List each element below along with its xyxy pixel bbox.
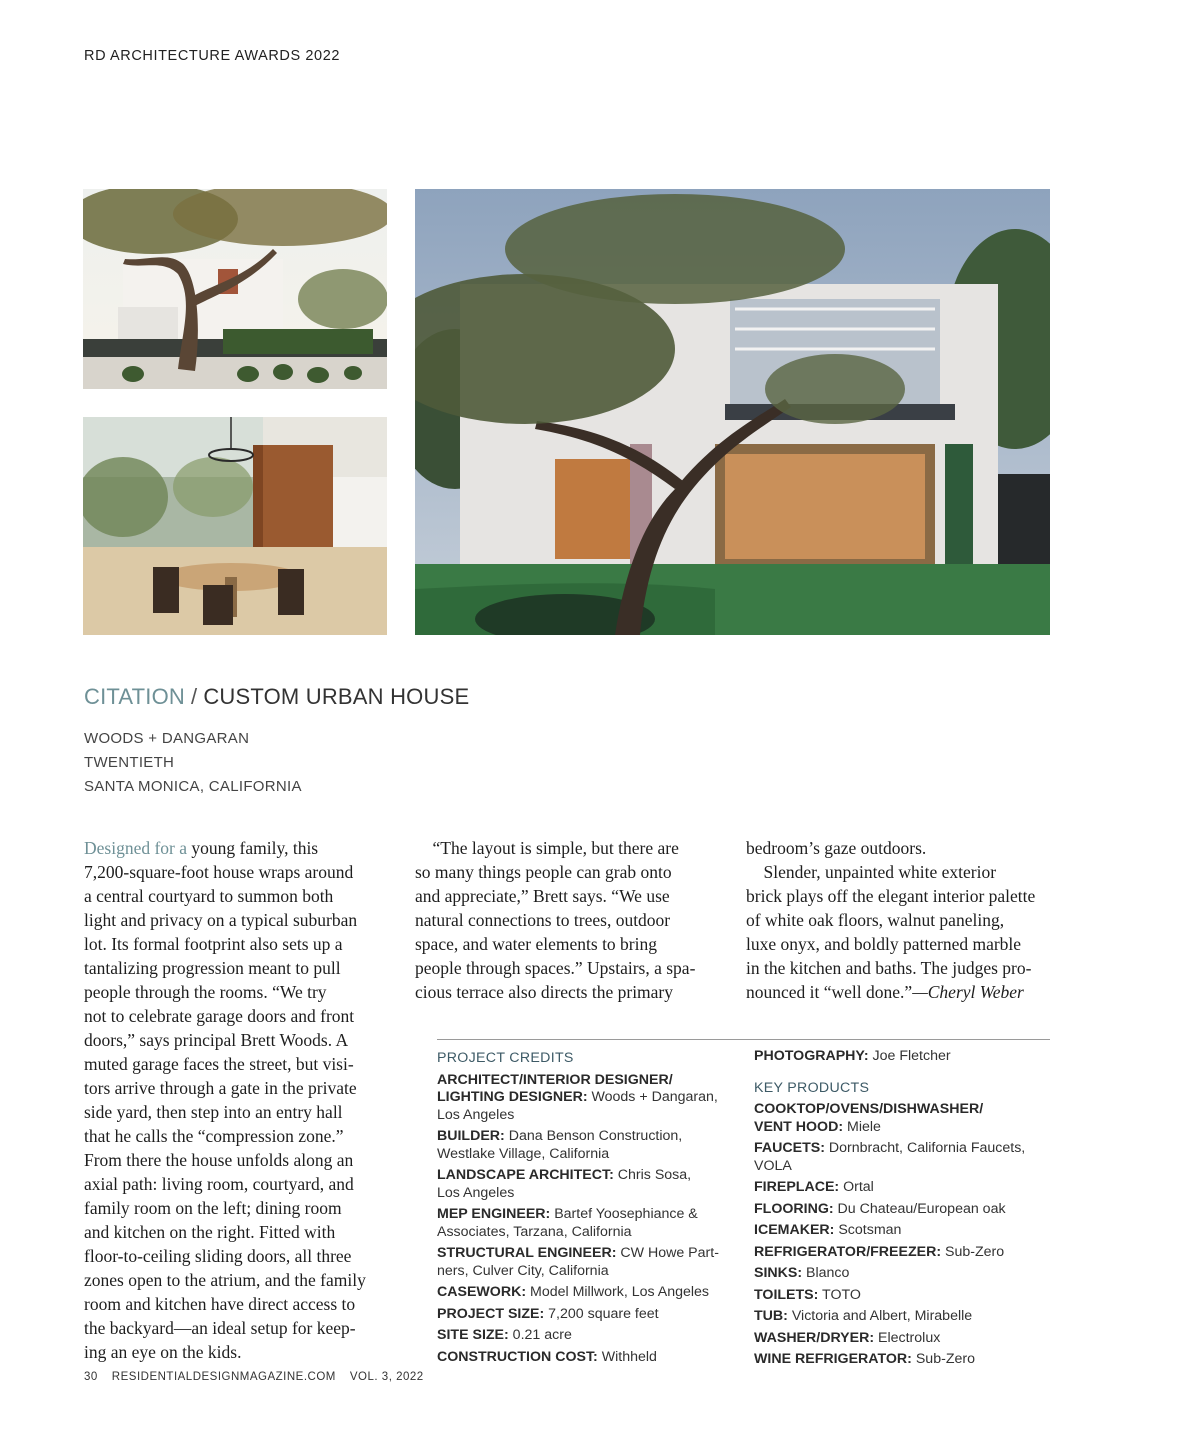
credit-value: VOLA [754,1157,792,1174]
credit-value: Joe Fletcher [868,1048,951,1064]
credit-label: WASHER/DRYER: [754,1329,875,1346]
credit-value: Dornbracht, California Faucets, [824,1140,1026,1156]
credit-item [437,1167,737,1202]
body-line: luxe onyx, and boldly patterned marble [746,934,1022,954]
body-column-2 [415,836,725,1004]
credit-item [437,1327,737,1345]
credit-label: MEP ENGINEER: [437,1206,551,1222]
credit-value: Los Angeles [437,1184,515,1201]
body-line: not to celebrate garage doors and front [84,1006,355,1026]
body-line: tantalizing progression meant to pull [84,958,341,978]
magazine-website: RESIDENTIALDESIGNMAGAZINE.COM [111,1371,336,1383]
key-products [754,1048,1054,1373]
author-byline: —Cheryl Weber [912,982,1024,1002]
credit-item [754,1222,1054,1240]
credit-item [437,1306,737,1324]
body-line: in the kitchen and baths. The judges pro- [746,958,1032,978]
body-line: light and privacy on a typical suburban [84,910,358,930]
credit-value: Chris Sosa, [613,1167,692,1183]
credit-item [754,1287,1054,1305]
credit-item [437,1072,737,1125]
credit-item [437,1245,737,1280]
project-name: TWENTIETH [84,754,175,771]
key-products-list [754,1101,1054,1369]
credit-item [754,1179,1054,1197]
credit-value: Model Millwork, Los Angeles [526,1284,710,1300]
credit-value: Victoria and Albert, Mirabelle [787,1308,973,1324]
body-line: From there the house unfolds along an [84,1150,354,1170]
body-line: tors arrive through a gate in the private [84,1078,357,1098]
credit-label: FLOORING: [754,1200,834,1217]
body-line: Slender, unpainted white exterior [746,862,997,882]
credit-value: ners, Culver City, California [437,1262,609,1279]
credit-item [754,1140,1054,1175]
credit-label: PROJECT SIZE: [437,1305,545,1322]
body-line: natural connections to trees, outdoor [415,910,671,930]
credit-value: Sub-Zero [941,1243,1005,1260]
credit-value: Withheld [597,1348,657,1365]
credit-label: TUB: [754,1308,788,1324]
body-line: room and kitchen have direct access to [84,1294,356,1314]
credit-item [437,1349,737,1367]
credit-item [437,1128,737,1163]
page-footer [84,1371,438,1383]
body-line: zones open to the atrium, and the family [84,1270,366,1290]
credit-item [754,1308,1054,1326]
body-line: the backyard—an ideal setup for keep- [84,1318,356,1338]
photo-backyard-exterior [415,189,1050,635]
photo-dining-room [83,417,387,635]
body-line: a central courtyard to summon both [84,886,334,906]
credit-value: 7,200 square feet [544,1305,659,1322]
credit-item [754,1244,1054,1262]
body-line: and appreciate,” Brett says. “We use [415,886,670,906]
body-line: ing an eye on the kids. [84,1342,242,1362]
body-line: Designed for a young family, this [84,838,319,858]
body-column-1 [84,836,394,1364]
key-products-heading: KEY PRODUCTS [754,1079,870,1096]
credit-photography [754,1048,1054,1066]
credit-item [437,1284,737,1302]
credit-label: ICEMAKER: [754,1222,835,1238]
body-line: people through the rooms. “We try [84,982,327,1002]
photo-exterior-front [83,189,387,389]
body-line: side yard, then step into an entry hall [84,1102,343,1122]
body-line: and kitchen on the right. Fitted with [84,1222,336,1242]
credit-label: PHOTOGRAPHY: [754,1048,869,1064]
award-category: CITATION [84,684,185,709]
credit-value: TOTO [818,1286,861,1303]
firm-name: WOODS + DANGARAN [84,730,250,747]
credit-value: Ortal [839,1179,874,1195]
credit-label: FIREPLACE: [754,1179,840,1195]
credit-value: Bartef Yoosephiance & [550,1206,698,1222]
credit-label: LANDSCAPE ARCHITECT: [437,1167,614,1183]
credit-item [754,1351,1054,1369]
credit-item [754,1101,1054,1136]
body-line: “The layout is simple, but there are [415,838,679,858]
credit-label: CONSTRUCTION COST: [437,1348,598,1365]
credit-label: LIGHTING DESIGNER: [437,1089,588,1105]
credit-label: SITE SIZE: [437,1327,509,1343]
credit-value: Woods + Dangaran, [587,1089,718,1105]
credit-item [754,1330,1054,1348]
project-credits [437,1048,737,1370]
body-line: so many things people can grab onto [415,862,672,882]
credit-label: TOILETS: [754,1286,819,1303]
credit-label: STRUCTURAL ENGINEER: [437,1245,617,1261]
credit-value: Sub-Zero [911,1351,975,1367]
credit-value: 0.21 acre [508,1327,572,1343]
project-credits-list [437,1072,737,1367]
title-separator: / [191,684,198,709]
credit-value: Scotsman [834,1222,902,1238]
body-line: cious terrace also directs the primary [415,982,674,1002]
credit-label: WINE REFRIGERATOR: [754,1351,912,1367]
project-location: SANTA MONICA, CALIFORNIA [84,778,302,795]
body-line: floor-to-ceiling sliding doors, all three [84,1246,352,1266]
article-title [84,684,469,710]
body-line: space, and water elements to bring [415,934,657,954]
credit-label: BUILDER: [437,1128,505,1144]
project-credits-heading: PROJECT CREDITS [437,1050,574,1066]
credit-value: Blanco [802,1265,850,1281]
body-line: family room on the left; dining room [84,1198,342,1218]
credit-item [754,1265,1054,1283]
credit-label: CASEWORK: [437,1284,527,1300]
lead-in: Designed for a [84,838,188,858]
body-column-3 [746,836,1056,1004]
award-name: CUSTOM URBAN HOUSE [203,684,470,709]
body-line: people through spaces.” Upstairs, a spa- [415,958,696,978]
issue-number: VOL. 3, 2022 [349,1371,424,1383]
credit-item [437,1206,737,1241]
body-line: nounced it “well done.”—Cheryl Weber [746,982,1024,1002]
credit-label: FAUCETS: [754,1140,825,1156]
credit-label: ARCHITECT/INTERIOR DESIGNER/ [437,1071,673,1088]
body-line: axial path: living room, courtyard, and [84,1174,354,1194]
body-line: brick plays off the elegant interior palette [746,886,1036,906]
body-line: muted garage faces the street, but visi- [84,1054,354,1074]
credit-label: COOKTOP/OVENS/DISHWASHER/ [754,1101,984,1117]
body-line: lot. Its formal footprint also sets up a [84,934,343,954]
body-line: doors,” says principal Brett Woods. A [84,1030,349,1050]
body-line: of white oak floors, walnut paneling, [746,910,1005,930]
credit-value: Los Angeles [437,1106,515,1123]
credit-label: REFRIGERATOR/FREEZER: [754,1243,942,1260]
credit-value: Du Chateau/European oak [833,1200,1006,1217]
body-line: 7,200-square-foot house wraps around [84,862,354,882]
credit-value: Associates, Tarzana, California [437,1223,632,1240]
credit-value: Westlake Village, California [437,1145,610,1162]
credit-value: Miele [843,1118,881,1135]
body-line: that he calls the “compression zone.” [84,1126,344,1146]
running-header: RD ARCHITECTURE AWARDS 2022 [84,48,341,64]
credit-label: VENT HOOD: [754,1118,844,1135]
credits-divider [437,1039,1050,1040]
credit-value: CW Howe Part- [616,1245,719,1261]
credit-value: Electrolux [874,1329,941,1346]
credit-item [754,1201,1054,1219]
credit-label: SINKS: [754,1265,803,1281]
page-number: 30 [84,1371,98,1383]
body-line: bedroom’s gaze outdoors. [746,838,927,858]
project-info [84,727,302,799]
credit-value: Dana Benson Construction, [504,1128,683,1144]
